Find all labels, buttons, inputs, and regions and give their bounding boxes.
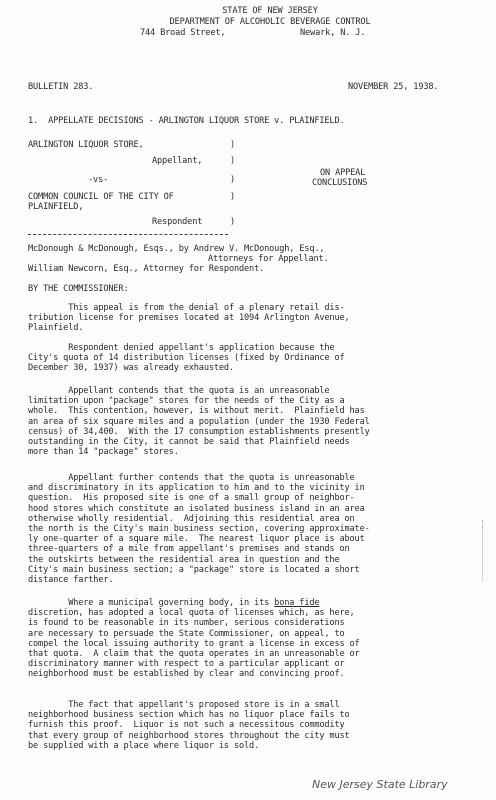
text-line: three-quarters of a mile from appellant's premises and stands on	[28, 544, 350, 555]
text-line: neighborhood must be established by clear and convincing proof.	[28, 669, 345, 680]
text-line: compel the local issuing authority to grant a license in excess of	[28, 638, 360, 649]
text-line: December 30, 1937) was already exhausted.	[28, 363, 234, 374]
caption-conclusions: CONCLUSIONS	[312, 178, 368, 188]
counsel-appellant: McDonough & McDonough, Esqs., by Andrew V. McDonough, Esq.,	[28, 244, 325, 254]
text-line: This appeal is from the denial of a plenary retail dis-	[28, 303, 345, 313]
header-city: Newark, N. J.	[300, 28, 366, 38]
text-line: question. His proposed site is one of a small group of neighbor-	[28, 493, 355, 504]
text-line: that every group of neighborhood stores throughout the city must	[28, 730, 350, 741]
header-department: DEPARTMENT OF ALCOHOLIC BEVERAGE CONTROL	[169, 17, 371, 27]
caption-divider	[28, 234, 228, 235]
text-line: the outskirts between the residential area in question and the	[28, 554, 340, 565]
caption-party-respondent: COMMON COUNCIL OF THE CITY OF	[28, 192, 174, 202]
caption-party-respondent-city: PLAINFIELD,	[28, 202, 84, 212]
text-line: be supplied with a place where liquor is sold.	[28, 740, 260, 751]
caption-on-appeal: ON APPEAL	[320, 168, 366, 178]
caption-party-appellant: ARLINGTON LIQUOR STORE,	[28, 140, 144, 150]
bulletin-date: NOVEMBER 25, 1938.	[348, 82, 439, 92]
text-line: discriminatory manner with respect to a particular applicant or	[28, 659, 345, 670]
counsel-respondent: William Newcorn, Esq., Attorney for Respondent.	[28, 264, 265, 274]
text-line: hood stores which constitute an isolated business island in an area	[28, 503, 365, 514]
caption-bracket: )	[230, 140, 236, 150]
text-line: that quota. A claim that the quota operates in an unreasonable or	[28, 649, 360, 660]
text-line: furnish this proof. Liquor is not such a necessitous commodity	[28, 720, 345, 731]
text-line: neighborhood business section which has no liquor place fails to	[28, 710, 350, 721]
text-line: The fact that appellant's proposed store is in a small	[28, 700, 340, 710]
caption-bracket: )	[230, 192, 236, 202]
text-line: is found to be reasonable in its number, serious considerations	[28, 618, 345, 629]
text-line: Where a municipal governing body, in its bona fide	[28, 598, 320, 608]
caption-role-respondent: Respondent	[152, 217, 203, 227]
text-line: census) of 34,400. With the 17 consumption establishments presently	[28, 426, 370, 437]
caption-role-appellant: Appellant,	[152, 156, 203, 166]
paragraph-3	[28, 386, 476, 457]
underlined-term: bona fide	[274, 598, 320, 608]
text-line: ly one-quarter of a square mile. The nearest liquor place is about	[28, 534, 365, 545]
text-line: and discriminatory in its application to him and to the vicinity in	[28, 483, 365, 494]
text-line: otherwise wholly residential. Adjoining this residential area on	[28, 513, 355, 524]
text-line: the north is the City's main business section, covering approximate-	[28, 524, 370, 535]
text-line: whole. This contention, however, is without merit. Plainfield has	[28, 406, 365, 417]
by-the-commissioner: BY THE COMMISSIONER:	[28, 284, 129, 294]
caption-bracket: )	[230, 175, 236, 185]
paragraph-6	[28, 700, 476, 751]
text-line: Respondent denied appellant's application because the	[28, 343, 335, 353]
item-title: 1. APPELLATE DECISIONS - ARLINGTON LIQUOR STORE v. PLAINFIELD.	[28, 116, 345, 126]
text-line: tribution license for premises located at 1094 Arlington Avenue,	[28, 313, 350, 324]
text-line: City's main business section; a "package" store is located a short	[28, 564, 360, 575]
paragraph-2	[28, 343, 476, 374]
text-line: outstanding in the City, it cannot be said that Plainfield needs	[28, 437, 350, 448]
text-line: limitation upon "package" stores for the needs of the City as a	[28, 396, 345, 407]
text-line: Plainfield.	[28, 323, 84, 334]
text-line: City's quota of 14 distribution licenses (fixed by Ordinance of	[28, 353, 345, 364]
caption-bracket: )	[230, 156, 236, 166]
caption-vs: -vs-	[88, 175, 109, 185]
text-line: Appellant contends that the quota is an unreasonable	[28, 386, 330, 396]
library-stamp: New Jersey State Library	[312, 778, 448, 791]
caption-bracket: )	[230, 217, 236, 227]
paragraph-5	[28, 598, 476, 680]
scan-artifact	[482, 520, 485, 580]
paragraph-4	[28, 473, 476, 585]
text-line: Appellant further contends that the quota is unreasonable	[28, 473, 355, 483]
paragraph-1	[28, 303, 476, 334]
header-street: 744 Broad Street,	[140, 28, 226, 38]
text-line: are necessary to persuade the State Commissioner, on appeal, to	[28, 628, 345, 639]
text-line: distance farther.	[28, 575, 114, 586]
text-line: discretion, has adopted a local quota of licenses which, as here,	[28, 608, 355, 619]
text-line: an area of six square miles and a population (under the 1930 Federal	[28, 416, 370, 427]
header-state: STATE OF NEW JERSEY	[222, 6, 318, 16]
text-line: more than 14 "package" stores.	[28, 447, 179, 458]
bulletin-number: BULLETIN 283.	[28, 82, 94, 92]
counsel-appellant-role: Attorneys for Appellant.	[208, 254, 329, 264]
